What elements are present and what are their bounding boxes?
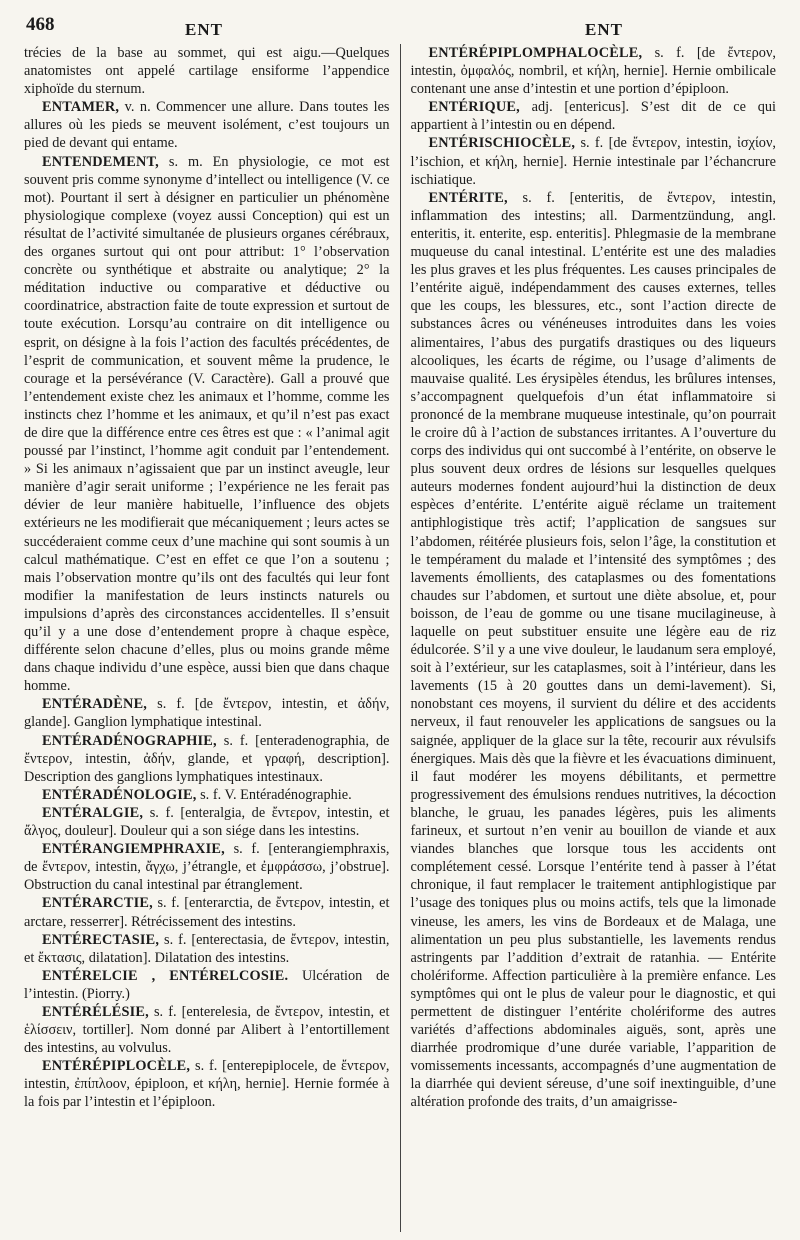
entry-definition: trécies de la base au sommet, qui est aigu.—Quelques anatomistes ont appelé cartilage ensiforme l’appendice xiphoïde du sternum. [24, 45, 390, 98]
entry-headword: ENTÉRÉPIPLOMPHALOCÈLE, [428, 45, 643, 61]
dictionary-entry [24, 931, 390, 967]
dictionary-entry [24, 967, 390, 1003]
entry-headword: ENTÉRARCTIE, [42, 895, 153, 912]
entry-definition: v. n. Commencer une allure. Dans toutes les allures où les pieds se meuvent isolément, c’est toujours un pied de devant qui entame. [24, 99, 390, 152]
dictionary-entry [24, 840, 390, 894]
entry-definition: s. f. V. Entéradénographie. [196, 786, 352, 803]
dictionary-entry [24, 1003, 390, 1057]
right-running-head: ENT [585, 20, 623, 39]
page-header [26, 14, 774, 48]
entry-headword: ENTÉRADÉNOGRAPHIE, [42, 732, 217, 749]
entry-headword: ENTÉRADÈNE, [42, 696, 148, 713]
dictionary-entry [24, 98, 390, 152]
dictionary-entry [24, 786, 390, 804]
entry-definition: s. f. [enterepiplocele, de ἔντερον, intestin, ἐπίπλοον, épiploon, et κήλη, hernie]. Hernie formée à la fois par l’intestin et l’épiploon. [24, 1058, 390, 1111]
dictionary-entry [24, 894, 390, 930]
entry-definition: s. f. [enterangiemphraxis, de ἔντερον, intestin, ἄγχω, j’étrangle, et ἐμφράσσω, j’obstrue]. Obstruction du canal intestinal par étranglement. [24, 841, 390, 894]
dictionary-entry [24, 804, 390, 840]
entry-headword: ENTÉRELCIE , ENTÉRELCOSIE. [42, 967, 289, 984]
entry-definition: adj. [entericus]. S’est dit de ce qui appartient à l’intestin ou en dépend. [410, 99, 776, 134]
entry-definition: Ulcération de l’intestin. (Piorry.) [24, 967, 390, 1002]
entry-headword: ENTÉRANGIEMPHRAXIE, [42, 841, 225, 858]
entry-headword: ENTÉRALGIE, [42, 804, 144, 821]
left-column [24, 44, 400, 1232]
dictionary-entry [24, 732, 390, 786]
entry-definition: s. f. [enteritis, de ἔντερον, intestin, inflammation des intestins; all. Darmentzündung, angl. enteritis, it. enterite, esp. enteritis]. Phlegmasie de la membrane muqueuse du canal intestinal. L’entérite est une des maladies les plus graves et les plus fréquentes. Les causes principales de l’entérite aiguë, indépendamment des causes externes, telles que les coups, les blessures, etc., sont l’action directe de substances âcres ou vénéneuses introduites dans les voies alimentaires, l’abus des purgatifs drastiques ou des liqueurs alcooliques, les écarts de régime, ou l’usage d’aliments de mauvaise qualité. Les érysipèles étendus, les brûlures intenses, s’accompagnent quelquefois d’un état inflammatoire si prononcé de la membrane muqueuse intestinale, qu’on pourrait le croire dû à l’action de substances irritantes. A l’ouverture du corps des individus qui ont succombé à l’entérite, on observe le plus souvent deux ordres de lésions sur lesquelles quelques auteurs modernes fondent aujourd’hui la distinction de deux espèces d’entérite. L’entérite aiguë réclame un traitement antiphlogistique très actif; l’application de sangsues sur l’abdomen, réitérée plusieurs fois, selon l’âge, la constitution et le tempérament du malade et l’intensité des symptômes ; des lavements émollients, des cataplasmes ou des fomentations chaudes sur l’abdomen, et surtout une diète absolue, et, pour boisson, de l’eau de gomme ou une tisane mucilagineuse, à laquelle on peut substituer ensuite une légère eau de riz édulcorée. S’il y a une vive douleur, le laudanum sera employé, soit à l’extérieur, sur les cataplasmes, soit à l’intérieur, dans les lavements (15 à 20 gouttes dans un demi-lavement). Si, nonobstant ces moyens, il survient du délire et des accidents nerveux, il faut renouveler les applications de sangsues ou la saignée, appliquer de la glace sur la tête, recourir aux révulsifs énergiques. Mais dès que la fièvre et les évacuations diminuent, il faut modérer les moyens débilitants, et permettre progressivement des émulsions rendues nutritives, la décoction blanche, le gruau, les panades légères, puis les aliments farineux, et surtout n’en venir au bouillon de viande et aux viandes blanches que lorsque tous les accidents ont complétement cessé. Lorsque l’entérite tend à passer à l’état chronique, il faut remplacer le traitement antiphlogistique par l’usage des toniques plus ou moins actifs, tels que la limonade vineuse, les amers, les vins de Bordeaux et de Malaga, une alimentation un peu plus substantielle, les lavements rendus astringents par l’addition d’extrait de ratanhia. — Entérite cholériforme. Affection particulière à la première enfance. Les symptômes qui ont le plus de valeur pour le diagnostic, et qui permettent de distinguer l’entérite cholériforme des autres variétés d’affections abdominales aiguës, sont, après une diarrhée prodromique d’une durée variable, l’apparition de vomissements incessants, accompagnés d’une augmentation de la diarrhée qui devient séreuse, d’une soif inextinguible, d’une altération profonde des traits, d’un amaigrisse- [410, 189, 776, 1111]
left-running-head: ENT [185, 20, 223, 39]
dictionary-entry [24, 1057, 390, 1111]
dictionary-entry [411, 134, 777, 188]
entry-headword: ENTAMER, [42, 99, 120, 116]
entry-headword: ENTÉRITE, [428, 189, 508, 206]
dictionary-entry [24, 153, 390, 696]
two-column-body [24, 44, 776, 1232]
entry-headword: ENTENDEMENT, [42, 153, 159, 170]
dictionary-entry [24, 44, 390, 98]
dictionary-entry [411, 189, 777, 1112]
entry-definition: s. f. [enterarctia, de ἔντερον, intestin, et arctare, resserrer]. Rétrécissement des intestins. [24, 895, 390, 930]
entry-definition: s. f. [enterelesia, de ἔντερον, intestin, et ἑλίσσειν, tortiller]. Nom donné par Alibert à l’entortillement des intestins, au volvulus. [24, 1003, 390, 1057]
entry-definition: s. f. [enterectasia, de ἔντερον, intestin, et ἔκτασις, dilatation]. Dilatation des intestins. [24, 931, 390, 966]
page-number: 468 [26, 14, 55, 35]
entry-headword: ENTÉRÉLÉSIE, [42, 1003, 149, 1020]
dictionary-entry [411, 44, 777, 98]
right-column [400, 44, 777, 1232]
entry-definition: s. f. [enteradenographia, de ἔντερον, intestin, ἀδήν, glande, et γραφή, description]. Description des ganglions lymphatiques intestinaux. [24, 732, 390, 785]
entry-headword: ENTÉRISCHIOCÈLE, [428, 135, 576, 152]
dictionary-entry [24, 695, 390, 731]
entry-definition: s. f. [de ἔντερον, intestin, ὀμφαλός, nombril, et κήλη, hernie]. Hernie ombilicale contenant une anse d’intestin et une portion d’épiploon. [410, 45, 776, 98]
dictionary-entry [411, 98, 777, 134]
entry-headword: ENTÉRÉPIPLOCÈLE, [42, 1058, 191, 1075]
entry-headword: ENTÉRECTASIE, [42, 931, 160, 948]
entry-definition: s. f. [de ἔντερον, intestin, et ἀδήν, glande]. Ganglion lymphatique intestinal. [24, 696, 390, 731]
entry-headword: ENTÉRADÉNOLOGIE, [42, 786, 197, 803]
entry-definition: s. f. [enteralgia, de ἔντερον, intestin, et ἄλγος, douleur]. Douleur qui a son siége dans les intestins. [24, 804, 390, 840]
entry-definition: s. m. En physiologie, ce mot est souvent pris comme synonyme d’intellect ou intelligence (V. ce mot). Pourtant il sert à désigner en particulier un phénomène physiologique complexe (voyez aussi Conception) qui est un résultat de l’activité simultanée de plusieurs organes cérébraux, des organes surtout qui ont pour attribut: 1° l’observation concrète ou synthétique et abstraite ou analytique; 2° la méditation inductive ou comparative et déductive ou coordinatrice, abstraction faite de toute expression et surtout de toute exécution. Lorsqu’au contraire on dit intelligence ou esprit, on désigne à la fois l’action des facultés précédentes, de l’esprit de communication, et souvent même la prudence, le courage et la persévérance (V. Caractère). Gall a prouvé que l’entendement existe chez les animaux et l’homme, comme les instincts chez l’homme et les animaux, et qu’il n’est pas exact de dire que la différence entre ces êtres est que : « l’animal agit poussé par l’instinct, l’homme agit conduit par l’entendement. » Si les animaux n’agissaient que par un instinct aveugle, leur manière d’agir serait uniforme ; l’expérience ne les ferait pas dévier de leur manière habituelle, l’influence des objets extérieurs ne les modifierait que mécaniquement ; leurs actes se succéderaient comme ceux d’une machine qui sont soumis à un calcul mathématique. C’est en effet ce que l’on a soutenu ; mais l’observation montre qu’ils ont des facultés qui leur font modifier la manifestation de leurs instincts naturels ou impulsions d’après des circonstances accidentelles. Il s’ensuit qu’il y a une dose d’entendement propre à chaque espèce, différente selon chacune d’elles, plus ou moins grande même dans chaque individu d’une espèce, aussi bien que dans chaque homme. [24, 153, 390, 695]
entry-headword: ENTÉRIQUE, [428, 99, 520, 116]
entry-definition: s. f. [de ἔντερον, intestin, ἰσχίον, l’ischion, et κήλη, hernie]. Hernie intestinale par l’échancrure ischiatique. [410, 135, 776, 188]
